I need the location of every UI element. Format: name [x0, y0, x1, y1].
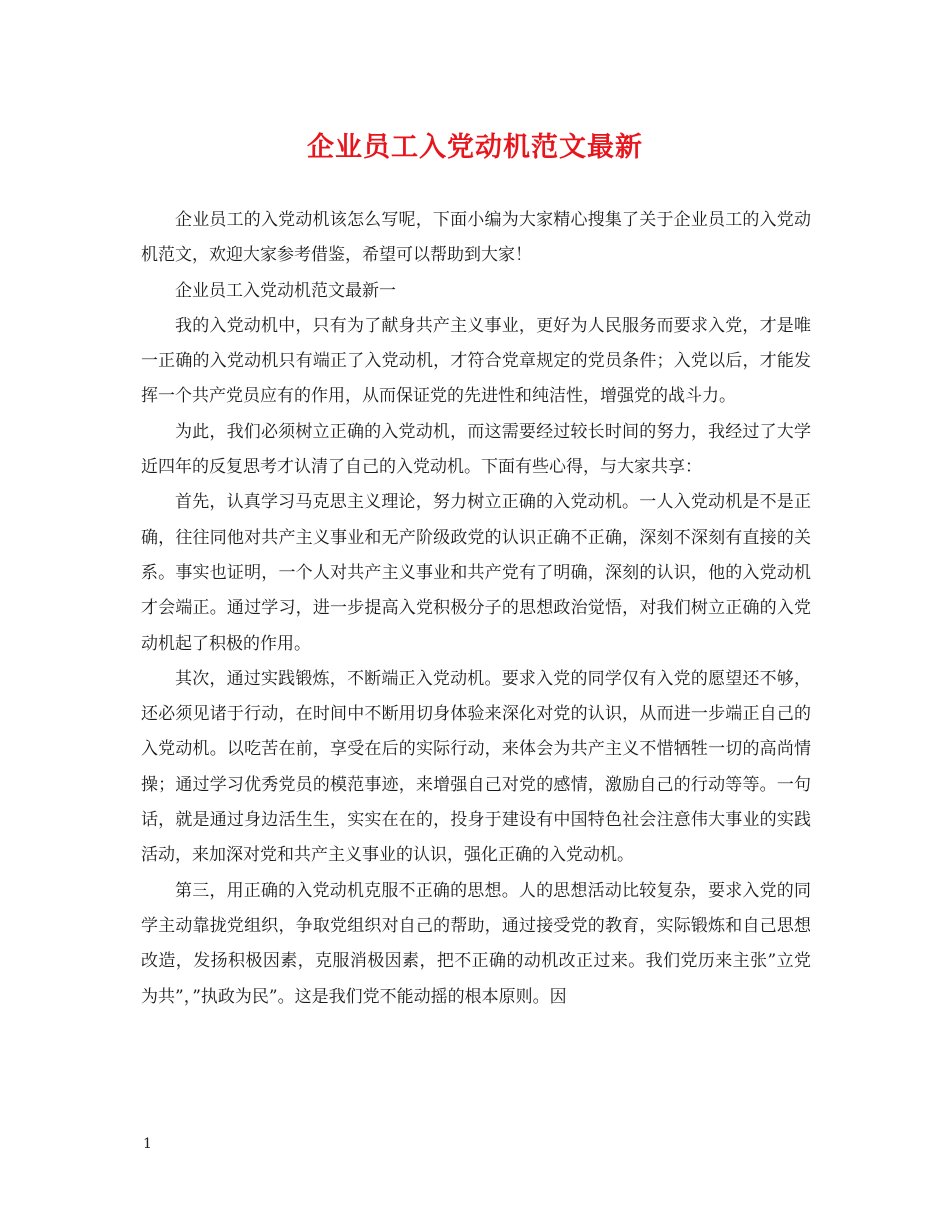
page-number: 1	[143, 1136, 152, 1152]
paragraph-second: 其次，通过实践锻炼，不断端正入党动机。要求入党的同学仅有入党的愿望还不够，还必须见诸于行动，在时间中不断用切身体验来深化对党的认识，从而进一步端正自己的入党动机。以吃苦在前，享受在后的实际行动，来体会为共产主义不惜牺牲一切的高尚情操；通过学习优秀党员的模范事迹，来增强自己对党的感情，激励自己的行动等等。一句话，就是通过身边活生生，实实在在的，投身于建设有中国特色社会注意伟大事业的实践活动，来加深对党和共产主义事业的认识，强化正确的入党动机。	[141, 668, 811, 866]
document-body	[141, 203, 811, 1015]
paragraph-motive: 我的入党动机中，只有为了献身共产主义事业，更好为人民服务而要求入党，才是唯一正确的入党动机只有端正了入党动机，才符合党章规定的党员条件；入党以后，才能发挥一个共产党员应有的作用，从而保证党的先进性和纯洁性，增强党的战斗力。	[141, 315, 811, 407]
paragraph-subheading: 企业员工入党动机范文最新一	[175, 280, 396, 301]
document-title: 企业员工入党动机范文最新	[307, 132, 643, 163]
paragraph-third: 第三，用正确的入党动机克服不正确的思想。人的思想活动比较复杂，要求入党的同学主动靠拢党组织，争取党组织对自己的帮助，通过接受党的教育，实际锻炼和自己思想改造，发扬积极因素，克服消极因素，把不正确的动机改正过来。我们党历来主张”立党为共”，”执政为民”。这是我们党不能动摇的根本原则。因	[141, 880, 811, 1007]
paragraph-therefore: 为此，我们必须树立正确的入党动机，而这需要经过较长时间的努力，我经过了大学近四年的反复思考才认清了自己的入党动机。下面有些心得，与大家共享：	[141, 421, 811, 478]
paragraph-intro: 企业员工的入党动机该怎么写呢，下面小编为大家精心搜集了关于企业员工的入党动机范文，欢迎大家参考借鉴，希望可以帮助到大家！	[141, 210, 811, 266]
paragraph-first: 首先，认真学习马克思主义理论，努力树立正确的入党动机。一人入党动机是不是正确，往往同他对共产主义事业和无产阶级政党的认识正确不正确，深刻不深刻有直接的关系。事实也证明，一个人对共产主义事业和共产党有了明确，深刻的认识，他的入党动机才会端正。通过学习，进一步提高入党积极分子的思想政治觉悟，对我们树立正确的入党动机起了积极的作用。	[141, 492, 811, 654]
